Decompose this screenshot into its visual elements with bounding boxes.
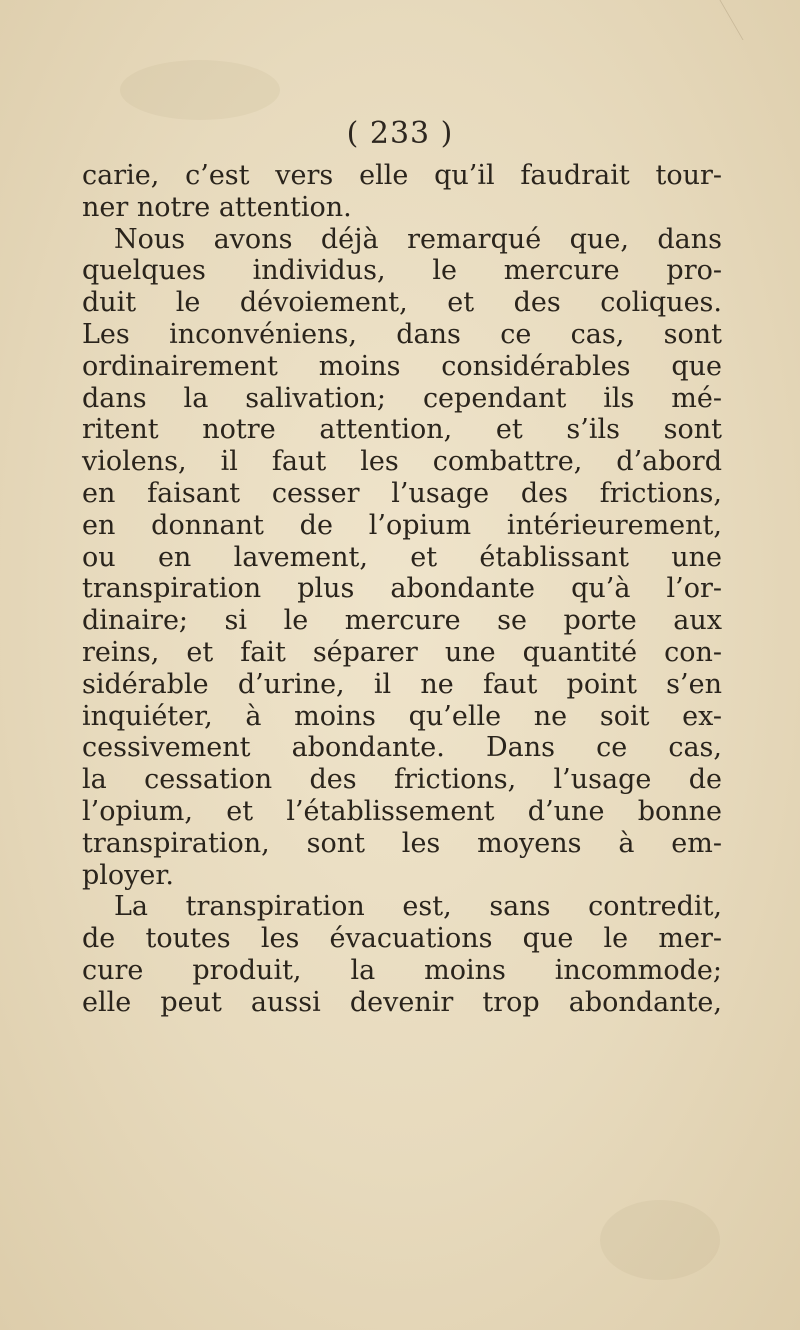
text-line: en donnant de l’opium intérieurement, (82, 509, 722, 541)
body-text (82, 160, 722, 1019)
text-line: elle peut aussi devenir trop abondante, (82, 986, 722, 1018)
text-line: inquiéter, à moins qu’elle ne soit ex- (82, 700, 722, 732)
text-line: carie, c’est vers elle qu’il faudrait tour- (82, 160, 722, 191)
text-line: dans la salivation; cependant ils mé- (82, 382, 722, 414)
text-line: ritent notre attention, et s’ils sont (82, 414, 722, 446)
text-line: ordinairement moins considérables que (82, 350, 722, 382)
page-number: ( 233 ) (346, 116, 454, 151)
page-fold-mark (719, 0, 783, 40)
text-line: duit le dévoiement, et des coliques. (82, 287, 722, 319)
paper-stain (600, 1200, 720, 1280)
text-line: reins, et fait séparer une quantité con- (82, 636, 722, 668)
text-line: dinaire; si le mercure se porte aux (82, 605, 722, 637)
text-line: ployer. (82, 859, 174, 891)
text-line: violens, il faut les combattre, d’abord (82, 446, 722, 478)
text-line: transpiration plus abondante qu’à l’or- (82, 573, 722, 605)
text-line: Les inconvéniens, dans ce cas, sont (82, 318, 722, 350)
text-line: l’opium, et l’établissement d’une bonne (82, 795, 722, 827)
text-line: ou en lavement, et établissant une (82, 541, 722, 573)
text-line: en faisant cesser l’usage des frictions, (82, 477, 722, 509)
text-line: quelques individus, le mercure pro- (82, 255, 722, 287)
text-line: transpiration, sont les moyens à em- (82, 827, 722, 859)
text-line: Nous avons déjà remarqué que, dans (114, 223, 722, 255)
text-line: sidérable d’urine, il ne faut point s’en (82, 668, 722, 700)
paper-stain (120, 60, 280, 120)
text-line: ner notre attention. (82, 191, 352, 223)
text-line: cure produit, la moins incommode; (82, 954, 722, 986)
text-line: cessivement abondante. Dans ce cas, (82, 732, 722, 764)
text-line: la cessation des frictions, l’usage de (82, 764, 722, 796)
text-line: de toutes les évacuations que le mer- (82, 923, 722, 955)
text-line: La transpiration est, sans contredit, (114, 891, 722, 923)
